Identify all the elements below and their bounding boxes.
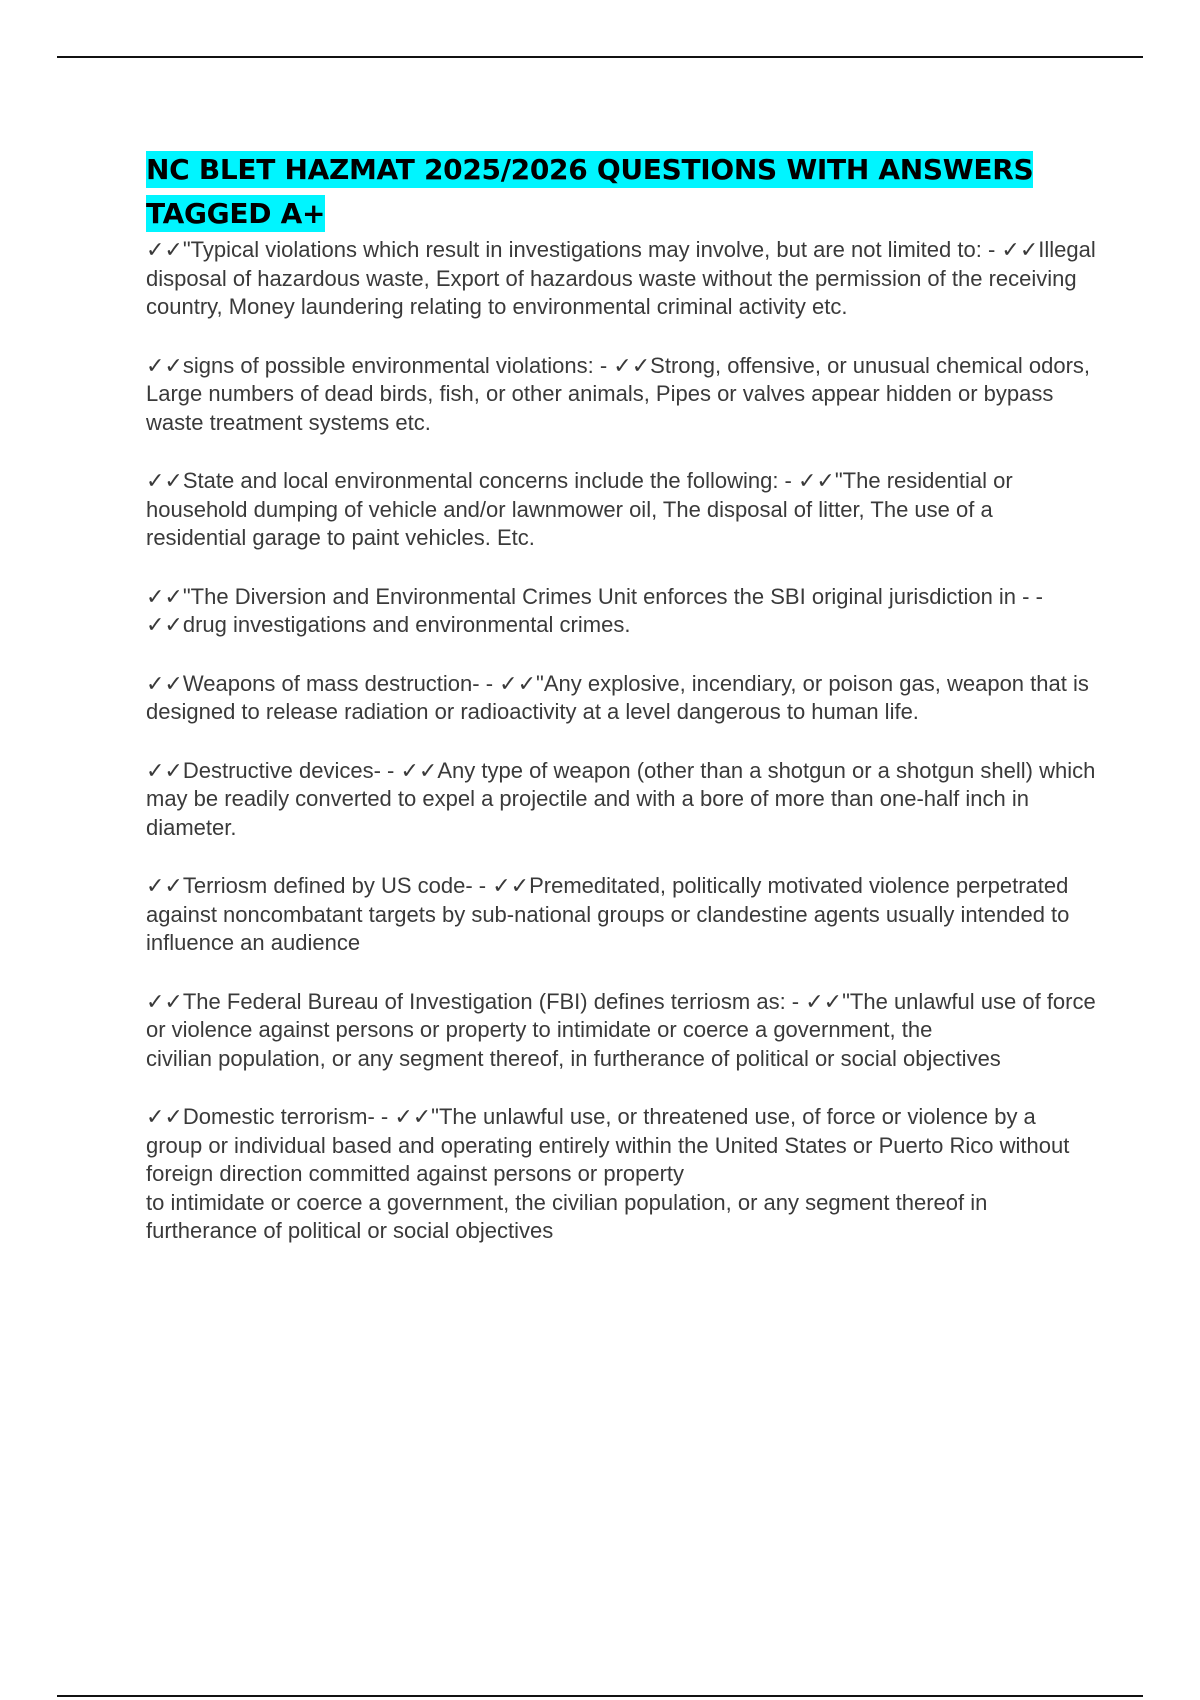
- document-body: [146, 148, 1096, 1276]
- qa-text-continued: to intimidate or coerce a government, the civilian population, or any segment thereof in furtherance of political or social objectives: [146, 1189, 988, 1243]
- qa-entry-fbi-terrorism: [146, 988, 1096, 1074]
- bottom-divider: [57, 1695, 1143, 1697]
- qa-entry-terrorism-us-code: [146, 872, 1096, 958]
- qa-entry-weapons-mass-destruction: [146, 670, 1096, 727]
- title-highlight: NC BLET HAZMAT 2025/2026 QUESTIONS WITH ANSWERS TAGGED A+: [146, 153, 1034, 230]
- qa-entry-state-local-concerns: [146, 467, 1096, 553]
- qa-entry-diversion-unit: [146, 583, 1096, 640]
- qa-text: ✓✓"Typical violations which result in investigations may involve, but are not limited to: - ✓✓Illegal disposal of hazardous waste, Export of hazardous waste without the permission of the receiving country, Money laundering relating to environmental criminal activity etc.: [146, 237, 1096, 319]
- qa-text: ✓✓The Federal Bureau of Investigation (FBI) defines terriosm as: - ✓✓"The unlawful use of force or violence against persons or property to intimidate or coerce a government, the: [146, 988, 1096, 1042]
- qa-entry-domestic-terrorism: [146, 1103, 1096, 1246]
- qa-text: ✓✓"The Diversion and Environmental Crimes Unit enforces the SBI original jurisdiction in - - ✓✓drug investigations and environmental crimes.: [146, 583, 1043, 637]
- qa-list: [146, 236, 1096, 1246]
- top-divider: [57, 56, 1143, 58]
- qa-entry-typical-violations: [146, 236, 1096, 322]
- qa-text: ✓✓State and local environmental concerns include the following: - ✓✓"The residential or household dumping of vehicle and/or lawnmower oil, The disposal of litter, The use of a residential garage to paint vehicles. Etc.: [146, 468, 1013, 550]
- qa-text: ✓✓Domestic terrorism- - ✓✓"The unlawful use, or threatened use, of force or violence by a group or individual based and operating entirely within the United States or Puerto Rico without foreign direction committed against persons or property: [146, 1104, 1070, 1186]
- qa-entry-environmental-violation-signs: [146, 352, 1096, 438]
- qa-text: ✓✓signs of possible environmental violations: - ✓✓Strong, offensive, or unusual chemical odors, Large numbers of dead birds, fish, or other animals, Pipes or valves appear hidden or bypass waste treatment systems etc.: [146, 352, 1091, 435]
- qa-text: ✓✓Weapons of mass destruction- - ✓✓"Any explosive, incendiary, or poison gas, weapon that is designed to release radiation or radioactivity at a level dangerous to human life.: [146, 670, 1089, 724]
- qa-text: ✓✓Terriosm defined by US code- - ✓✓Premeditated, politically motivated violence perpetrated: [146, 873, 1069, 898]
- qa-text-continued: civilian population, or any segment thereof, in furtherance of political or social objectives: [146, 1045, 1001, 1071]
- document-title: [146, 148, 1096, 236]
- qa-text-continued: against noncombatant targets by sub-national groups or clandestine agents usually intended to influence an audience: [146, 901, 1070, 955]
- qa-entry-destructive-devices: [146, 757, 1096, 843]
- qa-text: ✓✓Destructive devices- - ✓✓Any type of weapon (other than a shotgun or a shotgun shell) which may be readily converted to expel a projectile and with a bore of more than one-half inch in diameter.: [146, 757, 1096, 840]
